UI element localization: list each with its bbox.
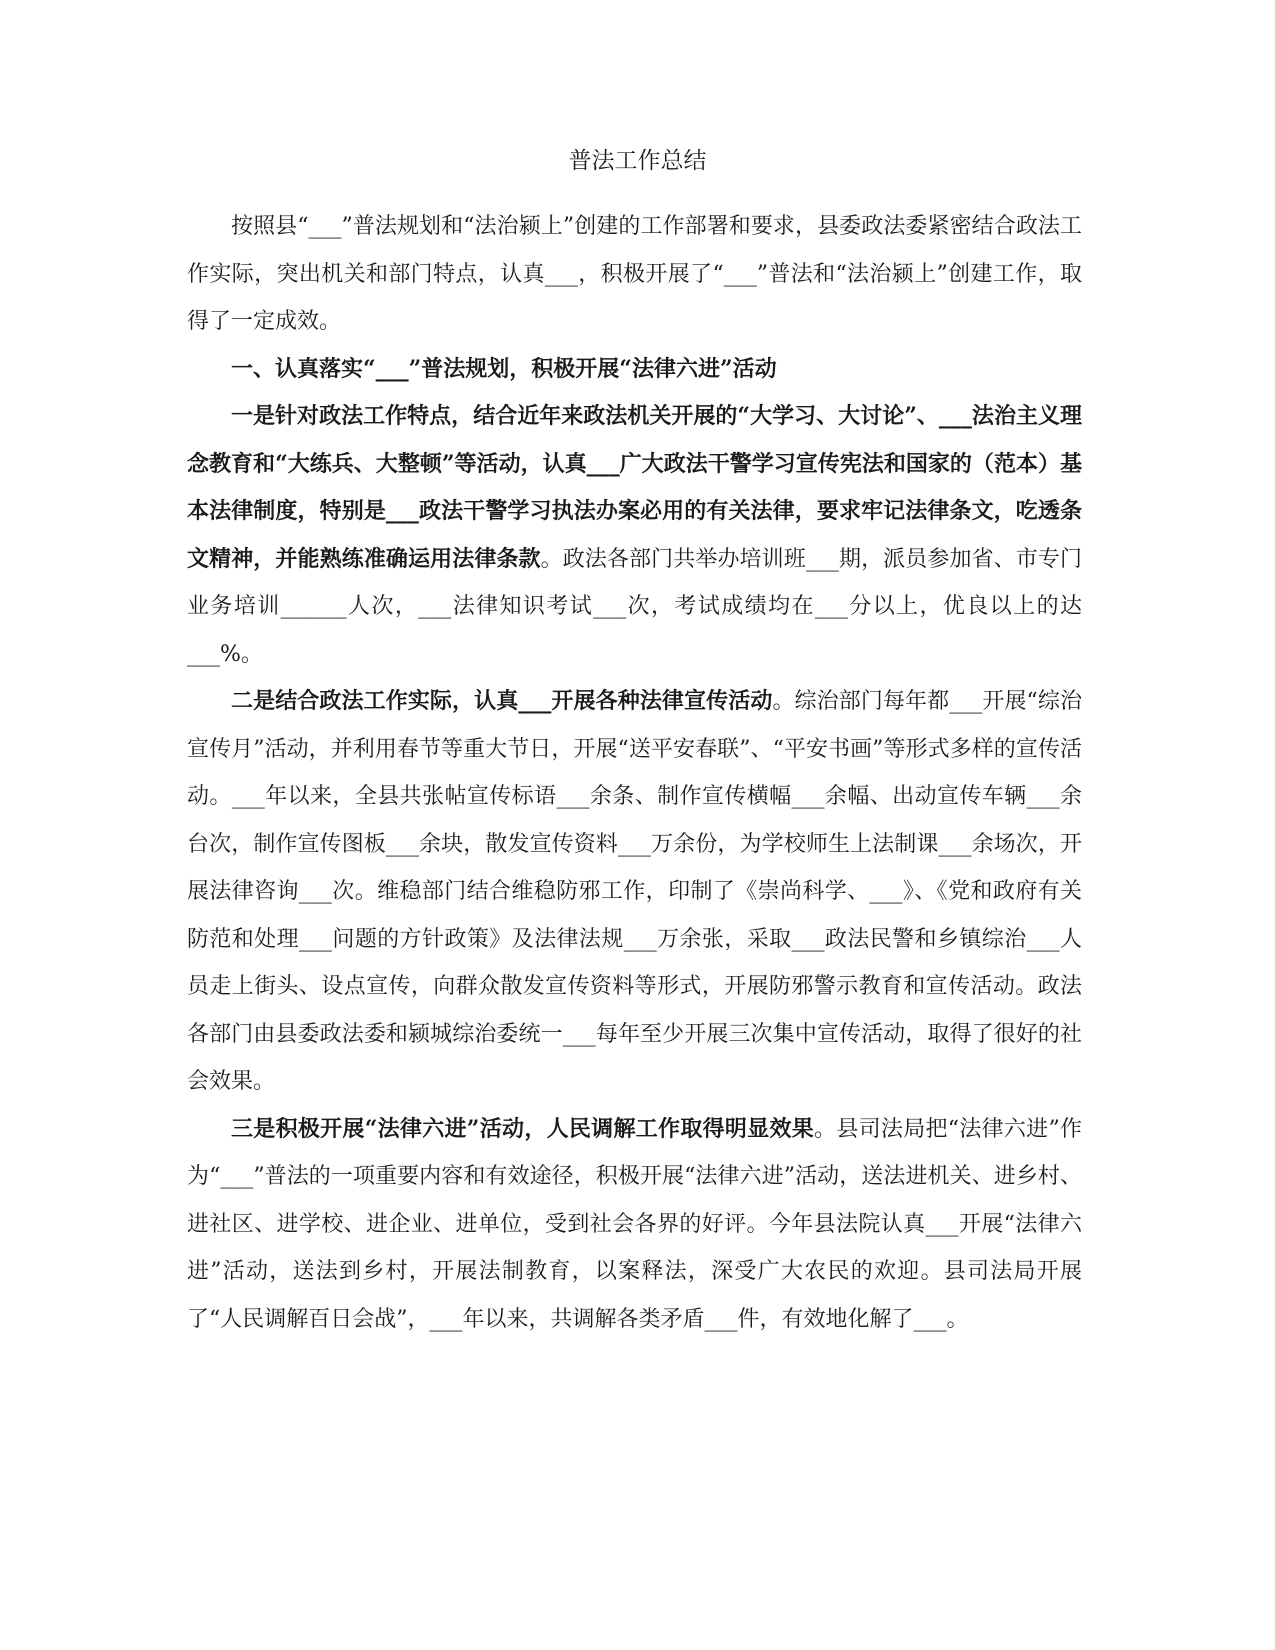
document-body <box>187 203 1082 1343</box>
document-title: 普法工作总结 <box>568 148 707 174</box>
item-two-paragraph <box>187 678 1082 1106</box>
item-one-paragraph <box>187 393 1082 678</box>
item-three-text-b: “法律六进”作为“___”普法的一项重要内容和有效途径，积极开展“法律六进”活动，送法进机关、进乡村、进社区、进学校、进企业、进单位，受到社会各界的好评。今年县法院认真___开展“法律六进”活动，送法到乡村，开展法制教育，以案释法，深受广大农民的欢迎。县司法局开展了“人民调解百日会战”，___年以来，共调解各类矛盾___件，有效地化解了___。 <box>187 1116 1082 1332</box>
item-one-text: 。政法各部门共举办培训班___期，派员参加省、市专门业务培训______人次，___法律知识考试___次，考试成绩均在___分以上，优良以上的达___%。 <box>187 546 1082 667</box>
item-three-paragraph <box>187 1106 1082 1344</box>
section-heading: 一、认真落实“___”普法规划，积极开展“法律六进”活动 <box>231 355 777 382</box>
item-one-lead: 一是针对政法工作特点，结合近年来政法机关开展的“大学习、大讨论”、___法治主义理念教育和“大练兵、大整顿”等活动，认真___广大政法干警学习宣传宪法和国家的（范本）基本法律制度，特别是___政法干警学习执法办案必用的有关法律，要求牢记法律条文，吃透条文精神，并能熟练准确运用法律条款 <box>187 403 1082 572</box>
item-two-lead: 二是结合政法工作实际，认真___开展各种法律宣传活动 <box>231 688 773 714</box>
intro-paragraph: 按照县“___”普法规划和“法治颍上”创建的工作部署和要求，县委政法委紧密结合政法工作实际，突出机关和部门特点，认真___，积极开展了“___”普法和“法治颍上”创建工作，取得了一定成效。 <box>187 214 1082 334</box>
item-three-text-a: 。县司法局把 <box>814 1116 948 1142</box>
item-two-text: 。综治部门每年都___开展“综治宣传月”活动，并利用春节等重大节日，开展“送平安春联”、“平安书画”等形式多样的宣传活动。___年以来，全县共张帖宣传标语___余条、制作宣传横幅___余幅、出动宣传车辆___余台次，制作宣传图板___余块，散发宣传资料___万余份，为学校师生上法制课___余场次，开展法律咨询___次。维稳部门结合维稳防邪工作，印制了《崇尚科学、___》、《党和政府有关防范和处理___问题的方针政策》及法律法规___万余张，采取___政法民警和乡镇综治___人员走上街头、设点宣传，向群众散发宣传资料等形式，开展防邪警示教育和宣传活动。政法各部门由县委政法委和颍城综治委统一___每年至少开展三次集中宣传活动，取得了很好的社会效果。 <box>187 689 1082 1094</box>
item-three-lead: 三是积极开展“法律六进”活动，人民调解工作取得明显效果 <box>231 1115 815 1142</box>
